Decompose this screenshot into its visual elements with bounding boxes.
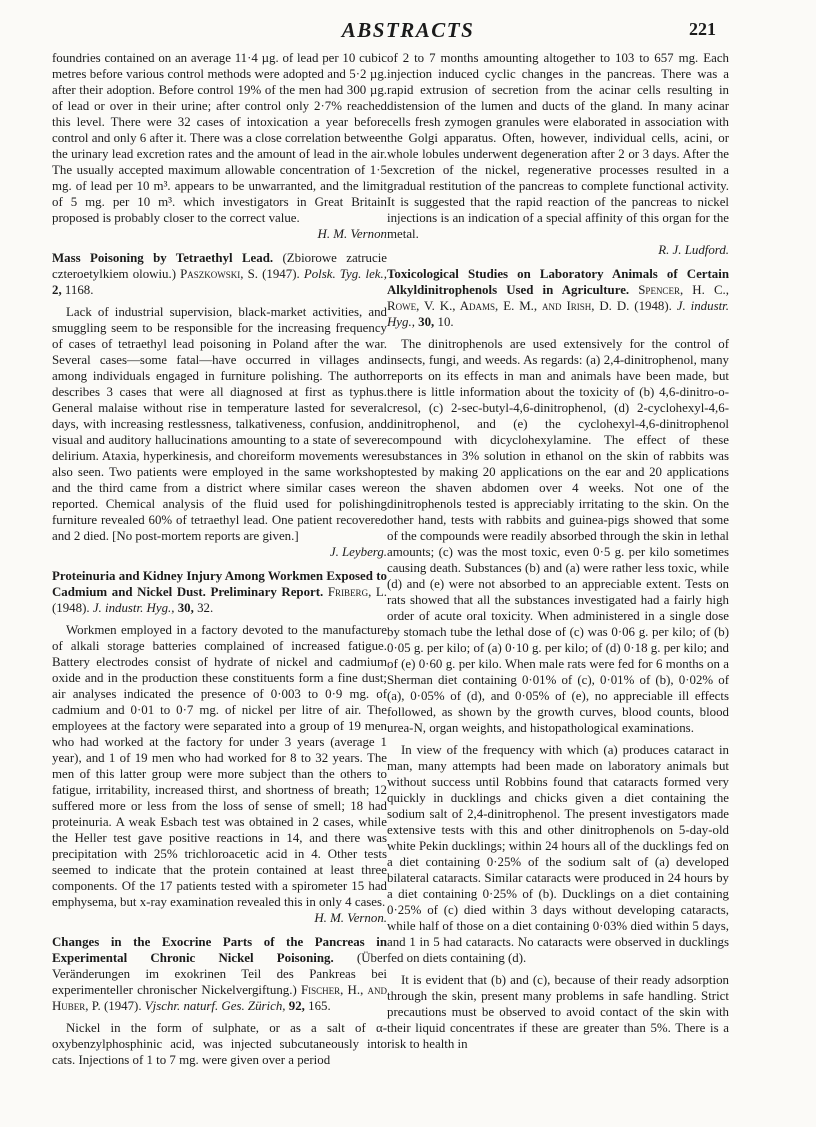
year: (1947). xyxy=(103,999,142,1013)
continued-paragraph: of 2 to 7 months amounting altogether to 103 to 657 mg. Each injection induced cyclic changes in the pancreas. There was a rapid extrusion of secretion from the acinar cells resulting in distension of the lumen and ducts of the gland. In many acinar cells fresh zymogen granules were elaborated in association with the Golgi apparatus. Often, however, individual cells, acini, or whole lobules underwent degeneration after 2 or 3 days. After the excretion of the nickel, regenerative processes resulted in a gradual restitution of the pancreas to complete functional activity. It is suggested that the rapid reaction of the pancreas to nickel injections is an indication of a special affinity of this organ for the metal. xyxy=(387,51,729,241)
original-title: (Zbiorowe zatrucie czteroetylkiem olowiu.) xyxy=(52,251,388,281)
volume: 30, xyxy=(418,315,435,329)
abstract-tetraethyl-lead xyxy=(52,250,387,560)
author: Friberg, L. xyxy=(327,585,387,599)
abstract-title: Toxicological Studies on Laboratory Animals of Certain Alkyldinitrophenols Used in Agriculture. xyxy=(387,267,729,297)
signature: J. Leyberg. xyxy=(329,545,387,559)
page-ref: 1168. xyxy=(64,283,94,297)
author: Spencer, H. C., Rowe, V. K., Adams, E. M., and Irish, D. D. xyxy=(387,283,729,313)
abstract-body: Nickel in the form of sulphate, or as a salt of α-oxybenzylphosphinic acid, was injected subcutaneously into cats. Injections of 1 to 7 mg. were given over a period xyxy=(52,1021,387,1067)
page-ref: 10. xyxy=(437,315,454,329)
abstract-body: The dinitrophenols are used extensively for the control of insects, fungi, and weeds. As regards: (a) 2,4-dinitrophenol, many reports on its effects in man and animals have been made, but there is little information about the toxicity of (b) 4,6-dinitro-o-cresol, (c) 2-sec-butyl-4,6-dinitrophenol, (d) 2-cyclohexyl-4,6-dinitrophenol, and (e) the cyclohexyl-4,6-dinitrophenol compound with dicyclohexylamine. The effect of these substances in 3% solution in ethanol on the skin of rabbits was tested by making 20 applications on the ear and 20 applications on the shaven abdomen over 4 weeks. Not one of the dinitrophenols tested is appreciably irritating to the skin. On the other hand, tests with rabbits and guinea-pigs showed that some of the compounds were readily absorbed through the skin in lethal amounts; (c) was the most toxic, even 0·5 g. per kilo sometimes causing death. Substances (b) and (a) were rather less toxic, while (d) and (e) were not absorbed to an appreciable extent. Tests on rats showed that all the substances investigated had a fairly high order of acute oral toxicity. When administered in a single dose by stomach tube the lethal dose of (c) was 0·06 g. per kilo; of (b) 0·05 g. per kilo; of (a) 0·10 g. per kilo; of (d) 0·18 g. per kilo; and of (e) 0·60 g. per kilo. When male rats were fed for 6 months on a Sherman diet containing 0·01% of (c), 0·01% of (b), 0·02% of (a), 0·05% of (d), and 0·05% of (e), no appreciable ill effects followed, as shown by the growth curves, blood counts, blood urea-N, organ weights, and histopathological examinations. xyxy=(387,337,729,735)
page-header xyxy=(0,0,816,44)
original-title: (Über Veränderungen im exokrinen Teil des Pankreas bei experimenteller chronischer Nickelvergiftung.) xyxy=(52,951,387,997)
left-column xyxy=(52,50,387,1068)
year: (1947). xyxy=(262,267,300,281)
abstract-heading xyxy=(52,250,387,298)
right-column xyxy=(387,50,729,1052)
abstract-heading xyxy=(52,568,387,616)
signature: H. M. Vernon xyxy=(317,227,387,241)
year: (1948). xyxy=(634,299,672,313)
journal: J. industr. Hyg., xyxy=(387,299,729,329)
author: Fischer, H., and Huber, P. xyxy=(52,983,387,1013)
abstract-body: It is evident that (b) and (c), because of their ready adsorption through the skin, present many problems in safe handling. Strict precautions must be observed to avoid contact of the skin with their liquid concentrates if these are greater than 5%. There is a risk to health in xyxy=(387,973,729,1051)
volume: 30, xyxy=(177,601,194,615)
running-head: ABSTRACTS xyxy=(341,18,475,42)
abstract-title: Changes in the Exocrine Parts of the Pancreas in Experimental Chronic Nickel Poisoning. xyxy=(52,935,387,965)
abstract-title: Proteinuria and Kidney Injury Among Workmen Exposed to Cadmium and Nickel Dust. Preliminary Report. xyxy=(52,569,387,599)
page-ref: 165. xyxy=(308,999,331,1013)
abstract-dinitrophenols xyxy=(387,266,729,1052)
abstract-body: Lack of industrial supervision, black-market activities, and smuggling seem to be responsible for the increasing frequency of cases of tetraethyl lead poisoning in Poland after the war. Several cases—some fatal—have occurred in villages and among individuals engaged in furniture polishing. The author describes 3 cases that were all diagnosed at first as typhus. General malaise without rise in temperature lasted for several days, with increasing restlessness, talkativeness, confusion, and visual and auditory hallucinations amounting to a state of severe delirium. Ataxia, hyperkinesis, and choreiform movements were also seen. Two patients were employed in the same workshop and the third came from a district where similar cases were reported. Chemical analysis of the fluid used for polishing furniture revealed 60% of tetraethyl lead. One patient recovered and 2 died. [No post-mortem reports are given.] xyxy=(52,305,387,543)
volume: 2, xyxy=(52,283,62,297)
abstract-heading xyxy=(52,934,387,1014)
abstract-heading xyxy=(387,266,729,330)
journal: Polsk. Tyg. lek., xyxy=(303,267,387,281)
year: (1948). xyxy=(52,601,90,615)
continued-paragraph: foundries contained on an average 11·4 µg. of lead per 10 cubic metres before various control methods were adopted and 5·2 µg. after their adoption. Before control 19% of the men had 300 µg. of lead or over in their urine; after control only 2·7% reached this level. There were 32 cases of intoxication a year before control and only 6 after it. There was a close correlation between the urinary lead excretion rates and the amount of lead in the air. The usually accepted maximum allowable concentration of 1·5 mg. of lead per 10 m³. appears to be unwarranted, and the limit of 5 mg. per 10 m³. which investigators in Great Britain proposed is probably closer to the correct value. xyxy=(52,51,387,225)
page-ref: 32. xyxy=(197,601,214,615)
signature: H. M. Vernon. xyxy=(314,911,387,925)
page-number: 221 xyxy=(689,19,716,39)
journal: J. industr. Hyg., xyxy=(92,601,175,615)
author: Paszkowski, S. xyxy=(180,267,259,281)
abstract-title: Mass Poisoning by Tetraethyl Lead. xyxy=(52,251,274,265)
abstract-pancreas-nickel xyxy=(52,934,387,1068)
abstract-body: In view of the frequency with which (a) produces cataract in man, many attempts had been made on laboratory animals but without success until Robbins found that cataracts formed very quickly in ducklings and chicks given a diet containing the sodium salt of 2,4-dinitrophenol. The present investigators made extensive tests with this and other dinitrophenols on 5-day-old white Pekin ducklings; within 24 hours all of the ducklings fed on a diet containing 0·25% of the sodium salt of (a) developed bilateral cataracts. Similar cataracts were produced in 24 hours by a diet containing 0·25% of (b). Ducklings on a diet containing 0·25% of (c) died within 3 days without developing cataracts, while half of those on a diet containing 0·03% died within 5 days, and 1 in 5 had cataracts. No cataracts were observed in ducklings fed on diets containing (d). xyxy=(387,743,729,965)
volume: 92, xyxy=(288,999,305,1013)
signature: R. J. Ludford. xyxy=(658,243,729,257)
journal: Vjschr. naturf. Ges. Zürich, xyxy=(144,999,286,1013)
abstract-body: Workmen employed in a factory devoted to the manufacture of alkali storage batteries complained of increased fatigue. Battery electrodes consist of hydrate of nickel and cadmium oxide and in the production these constituents form a fine dust; air analyses indicated the presence of 0·003 to 0·9 mg. of cadmium and 0·01 to 0·7 mg. of nickel per litre of air. The employees at the factory were separated into a group of 19 men who had worked at the factory for under 3 years (average 1 year), and 1 of 19 men who had worked for 8 to 32 years. The men of this latter group were more subject than the others to fatigue, irritability, increased thirst, and shortness of breath; 12 suffered more or less from the loss of sense of smell; 18 had proteinuria. A weak Esbach test was obtained in 2 cases, while the Heller test gave positive reactions in 14, and there was precipitation with 25% trichloroacetic acid in 4. Other tests seemed to indicate that the protein contained at least three components. Of the 17 patients tested with a spirometer 15 had emphysema, but x-ray examination revealed this in only 4 cases. xyxy=(52,623,387,909)
abstract-cadmium-nickel xyxy=(52,568,387,926)
